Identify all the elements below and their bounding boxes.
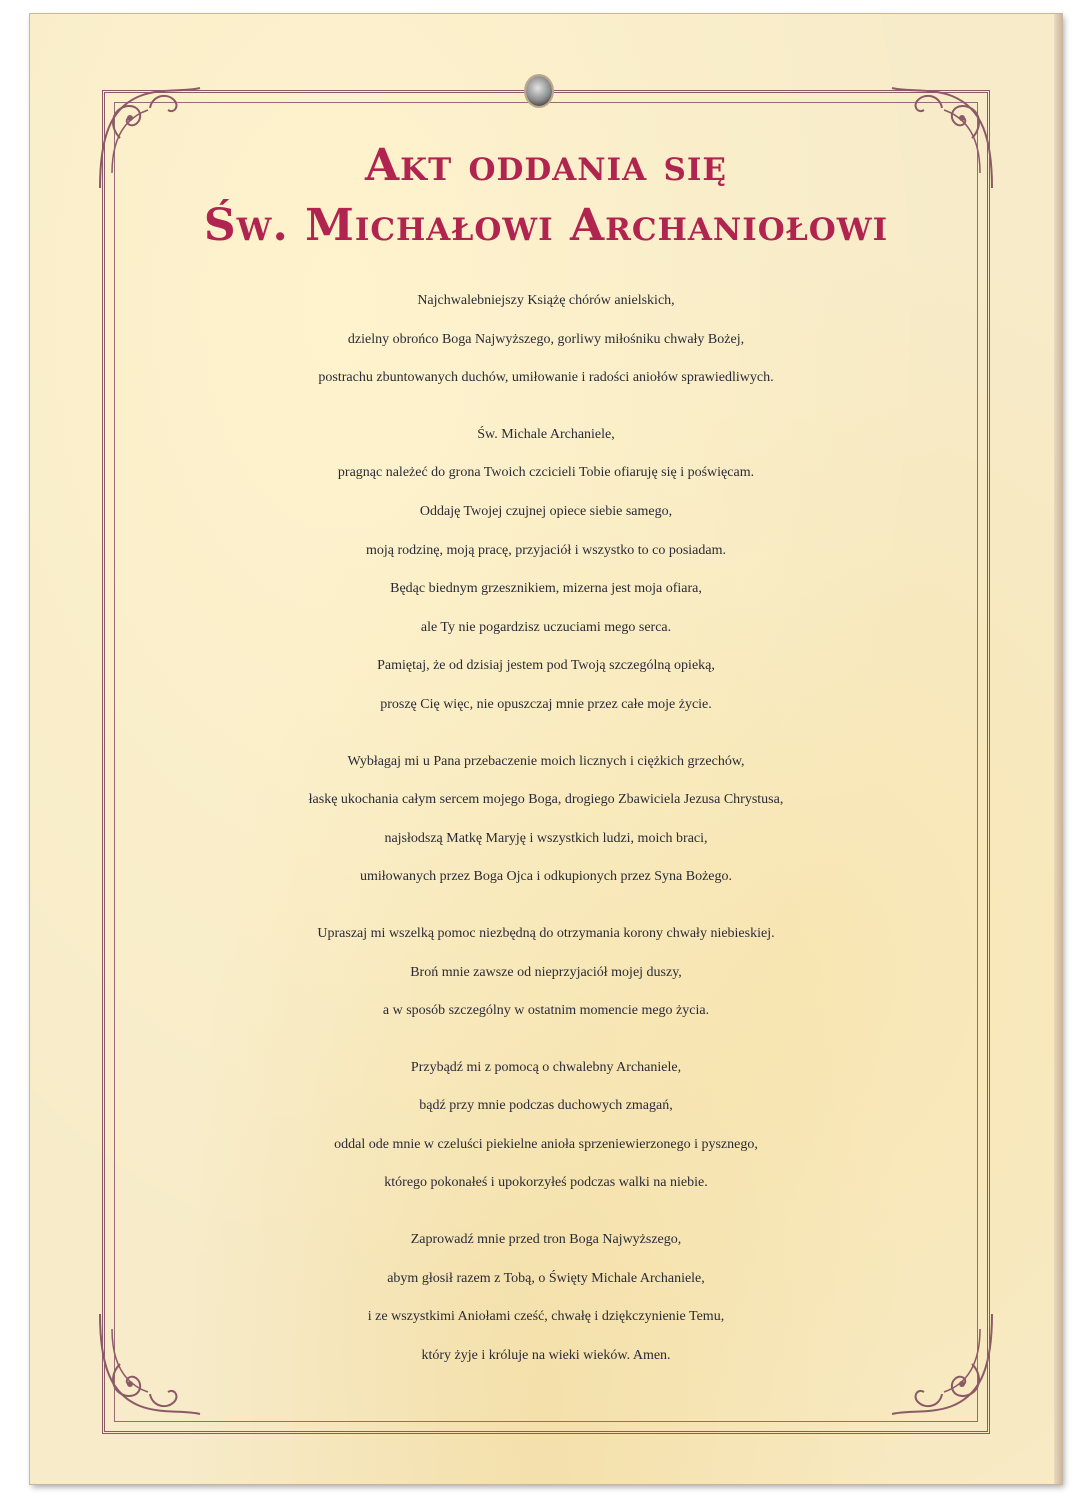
prayer-line: najsłodszą Matkę Maryję i wszystkich ludzi, moich braci,	[384, 830, 708, 846]
prayer-line: abym głosił razem z Tobą, o Święty Michale Archaniele,	[387, 1270, 705, 1286]
prayer-line: bądź przy mnie podczas duchowych zmagań,	[419, 1098, 673, 1114]
prayer-line: dzielny obrońco Boga Najwyższego, gorliwy miłośniku chwały Bożej,	[347, 331, 745, 347]
prayer-line: Upraszaj mi wszelką pomoc niezbędną do otrzymania korony chwały niebieskiej.	[317, 925, 775, 941]
hanger-hole	[526, 76, 552, 106]
prayer-line: Będąc biednym grzesznikiem, mizerna jest moja ofiara,	[390, 581, 702, 597]
title-line-2: Św. Michałowi Archaniołowi	[203, 200, 889, 251]
prayer-line: Najchwalebniejszy Książę chórów anielskich,	[417, 293, 675, 308]
prayer-plaque	[30, 14, 1062, 1484]
prayer-line: ale Ty nie pogardzisz uczuciami mego serca.	[420, 619, 672, 635]
prayer-line: łaskę ukochania całym sercem mojego Boga, drogiego Zbawiciela Jezusa Chrystusa,	[308, 792, 784, 808]
prayer-stanza	[114, 915, 978, 1031]
prayer-line: Św. Michale Archaniele,	[477, 426, 615, 442]
prayer-line: pragnąc należeć do grona Twoich czcicieli Tobie ofiaruję się i poświęcam.	[337, 465, 755, 481]
prayer-stanza	[114, 1221, 978, 1375]
prayer-line: Pamiętaj, że od dzisiaj jestem pod Twoją szczególną opieką,	[377, 658, 715, 674]
prayer-stanza	[114, 416, 978, 725]
prayer-line: Przybądź mi z pomocą o chwalebny Archaniele,	[410, 1059, 682, 1075]
prayer-stanza	[114, 1049, 978, 1203]
prayer-body	[114, 282, 978, 1393]
prayer-stanza	[114, 282, 978, 398]
prayer-line: oddal ode mnie w czeluści piekielne anioła sprzeniewierzonego i pysznego,	[334, 1136, 758, 1152]
prayer-line: a w sposób szczególny w ostatnim momencie mego życia.	[382, 1003, 710, 1019]
prayer-line: który żyje i króluje na wieki wieków. Amen.	[421, 1347, 671, 1363]
prayer-line: proszę Cię więc, nie opuszczaj mnie przez całe moje życie.	[380, 696, 712, 712]
prayer-line: moją rodzinę, moją pracę, przyjaciół i wszystko to co posiadam.	[365, 542, 726, 558]
prayer-line: umiłowanych przez Boga Ojca i odkupionych przez Syna Bożego.	[359, 869, 733, 885]
title-line-1: Akt oddania się	[364, 140, 727, 191]
prayer-line: Broń mnie zawsze od nieprzyjaciół mojej duszy,	[410, 964, 682, 980]
prayer-stanza	[114, 743, 978, 897]
prayer-line: którego pokonałeś i upokorzyłeś podczas walki na niebie.	[384, 1175, 708, 1191]
prayer-line: Oddaję Twojej czujnej opiece siebie samego,	[419, 503, 673, 519]
prayer-line: i ze wszystkimi Aniołami cześć, chwałę i dziękczynienie Temu,	[367, 1309, 725, 1325]
prayer-line: Wybłagaj mi u Pana przebaczenie moich licznych i ciężkich grzechów,	[347, 753, 745, 769]
prayer-line: postrachu zbuntowanych duchów, umiłowanie i radości aniołów sprawiedliwych.	[318, 370, 774, 386]
prayer-line: Zaprowadź mnie przed tron Boga Najwyższego,	[410, 1232, 682, 1248]
